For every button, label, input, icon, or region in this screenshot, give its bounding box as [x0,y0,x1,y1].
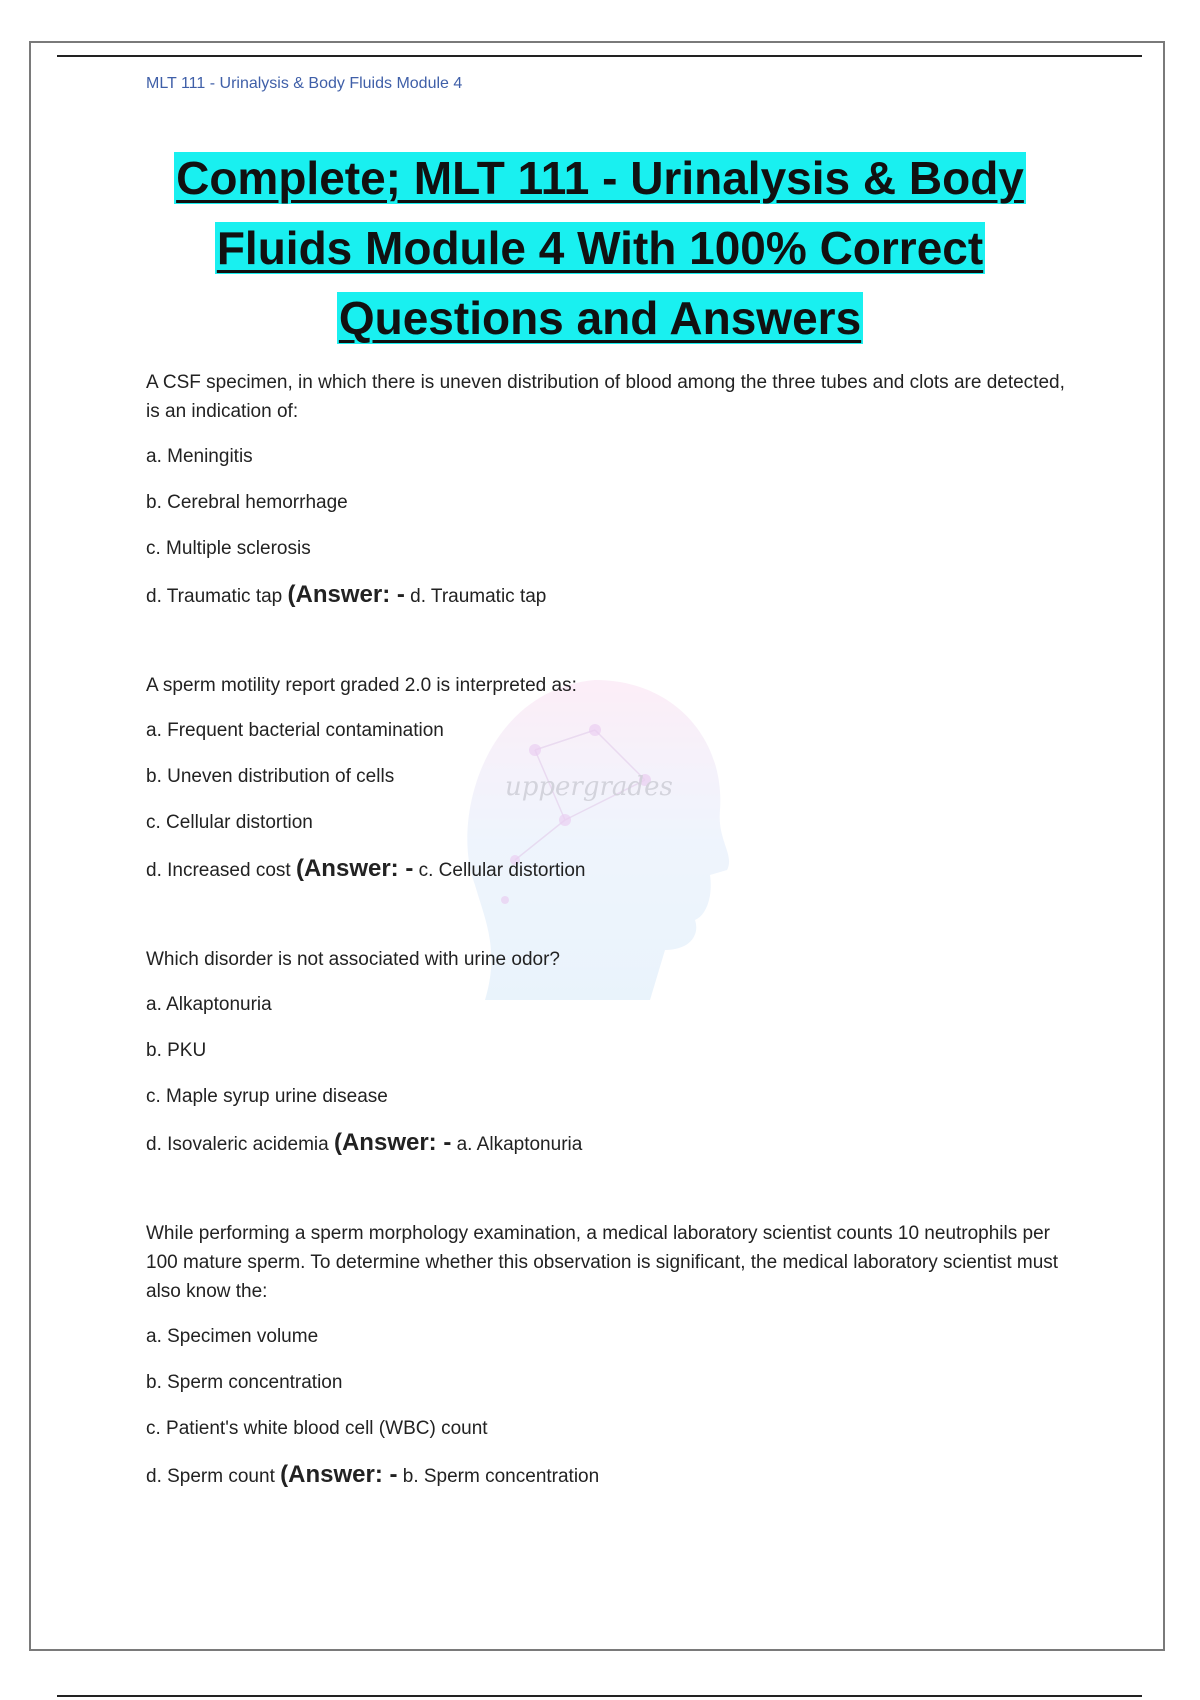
question-text: A sperm motility report graded 2.0 is interpreted as: [146,675,577,696]
title-line-2: Fluids Module 4 With 100% Correct [216,222,984,274]
option-a: a. Frequent bacterial contamination [146,720,444,741]
question-text: A CSF specimen, in which there is uneven distribution of blood among the three tubes and clots are detected, is an indication of: [146,372,1065,422]
running-header: MLT 111 - Urinalysis & Body Fluids Module 4 [146,75,463,92]
title-line-1: Complete; MLT 111 - Urinalysis & Body [176,152,1024,204]
option-d: d. Traumatic tap [146,586,283,607]
answer-label: (Answer: - [333,1129,452,1156]
question-text: Which disorder is not associated with urine odor? [146,949,560,970]
question-block-1 [146,368,1066,611]
option-b: b. PKU [146,1040,207,1061]
option-d-with-answer [146,580,1066,611]
option-b: b. Cerebral hemorrhage [146,492,348,513]
option-c: c. Multiple sclerosis [146,538,311,559]
question-list [146,368,1066,1491]
question-text: While performing a sperm morphology examination, a medical laboratory scientist counts 10 neutrophils per 100 mature sperm. To determine whether this observation is significant, the medical laboratory scientist must also know the: [146,1223,1059,1302]
option-d: d. Increased cost [146,860,291,881]
header-rule [57,55,1142,57]
answer-label: (Answer: - [287,581,405,608]
option-b: b. Uneven distribution of cells [146,766,395,787]
document-title [120,143,1080,353]
option-c: c. Maple syrup urine disease [146,1086,388,1107]
title-line-3: Questions and Answers [338,292,862,344]
option-d-with-answer [146,1128,1066,1159]
answer-label: (Answer: - [295,855,414,882]
option-d: d. Sperm count [146,1466,275,1487]
answer-label: (Answer: - [280,1461,398,1488]
question-block-3 [146,945,1066,1159]
answer-text: b. Sperm concentration [402,1466,600,1487]
option-c: c. Cellular distortion [146,812,313,833]
footer-rule [57,1695,1142,1697]
option-d-with-answer [146,1460,1066,1491]
answer-text: c. Cellular distortion [418,860,586,881]
option-b: b. Sperm concentration [146,1372,343,1393]
answer-text: a. Alkaptonuria [456,1134,583,1155]
option-d: d. Isovaleric acidemia [146,1134,329,1155]
watermark-text: uppergrades [505,772,673,802]
option-c: c. Patient's white blood cell (WBC) count [146,1418,488,1439]
option-d-with-answer [146,854,1066,885]
question-block-4 [146,1219,1066,1491]
option-a: a. Alkaptonuria [146,994,272,1015]
question-block-2 [146,671,1066,885]
answer-text: d. Traumatic tap [410,586,547,607]
option-a: a. Meningitis [146,446,253,467]
option-a: a. Specimen volume [146,1326,319,1347]
